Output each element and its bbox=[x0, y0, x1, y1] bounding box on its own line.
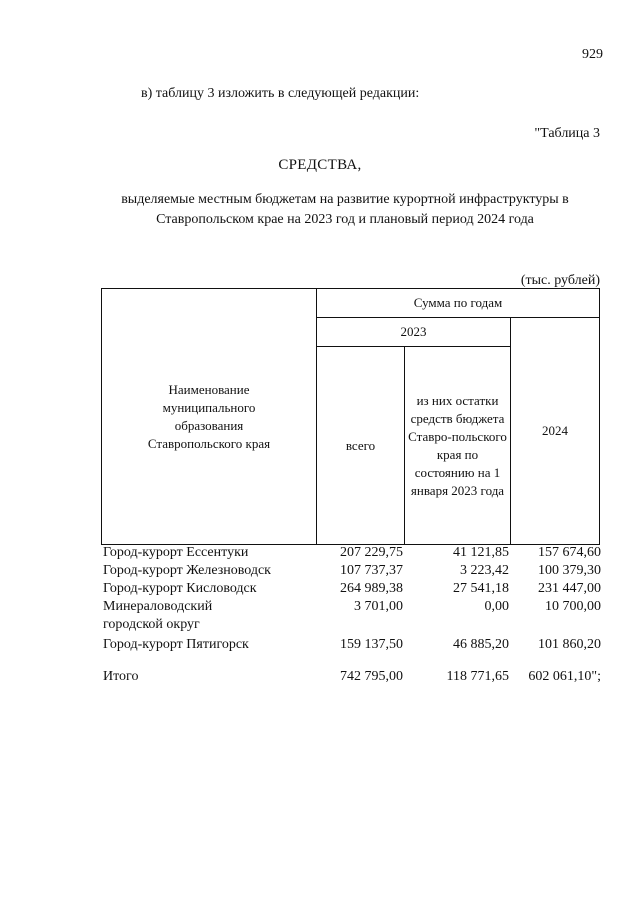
header-sum-by-years: Сумма по годам bbox=[317, 289, 600, 318]
total-2023-value: 3 701,00 bbox=[354, 599, 403, 614]
remainder-2023-value: 0,00 bbox=[484, 599, 509, 614]
subtitle-line-1: выделяемые местным бюджетам на развитие курортной инфраструктуры в bbox=[121, 192, 569, 207]
funds-table-header bbox=[101, 288, 600, 545]
remainder-2023-value: 3 223,42 bbox=[460, 563, 509, 578]
remainder-2023-value: 46 885,20 bbox=[453, 637, 509, 652]
remainder-2023-value: 27 541,18 bbox=[453, 581, 509, 596]
header-total-2023: всего bbox=[317, 347, 405, 545]
total-2023-value: 264 989,38 bbox=[340, 581, 403, 596]
value-2024: 602 061,10"; bbox=[528, 669, 601, 684]
value-2024: 10 700,00 bbox=[545, 599, 601, 614]
intro-text: в) таблицу 3 изложить в следующей редакции: bbox=[141, 86, 420, 101]
subtitle-line-2: Ставропольском крае на 2023 год и плановый период 2024 года bbox=[156, 212, 534, 227]
document-title: СРЕДСТВА, bbox=[278, 157, 362, 173]
value-2024: 101 860,20 bbox=[538, 637, 601, 652]
table-row bbox=[101, 580, 601, 598]
table-label: "Таблица 3 bbox=[534, 126, 600, 141]
municipality-name: Город-курорт Пятигорск bbox=[103, 637, 249, 652]
table-row bbox=[101, 598, 601, 636]
table-row bbox=[101, 544, 601, 562]
document-subtitle bbox=[95, 190, 595, 230]
table-row bbox=[101, 562, 601, 580]
table-row bbox=[101, 636, 601, 654]
page-number: 929 bbox=[582, 47, 603, 62]
municipality-name: Город-курорт Ессентуки bbox=[103, 545, 249, 560]
total-2023-value: 742 795,00 bbox=[340, 669, 403, 684]
municipality-name: Город-курорт Кисловодск bbox=[103, 581, 257, 596]
total-2023-value: 207 229,75 bbox=[340, 545, 403, 560]
header-municipality: Наименование муниципального образования Ставропольского края bbox=[102, 289, 317, 545]
municipality-name: Город-курорт Железноводск bbox=[103, 563, 271, 578]
header-year-2024: 2024 bbox=[511, 318, 600, 545]
value-2024: 231 447,00 bbox=[538, 581, 601, 596]
value-2024: 157 674,60 bbox=[538, 545, 601, 560]
total-2023-value: 159 137,50 bbox=[340, 637, 403, 652]
header-remainder-2023: из них остатки средств бюджета Ставро-польского края по состоянию на 1 января 2023 года bbox=[405, 347, 511, 545]
funds-table-body bbox=[101, 544, 601, 686]
total-2023-value: 107 737,37 bbox=[340, 563, 403, 578]
remainder-2023-value: 118 771,65 bbox=[446, 669, 509, 684]
value-2024: 100 379,30 bbox=[538, 563, 601, 578]
total-row bbox=[101, 668, 601, 686]
units-label: (тыс. рублей) bbox=[520, 273, 600, 288]
municipality-name: Минераловодский городской округ bbox=[103, 599, 213, 632]
remainder-2023-value: 41 121,85 bbox=[453, 545, 509, 560]
header-year-2023: 2023 bbox=[317, 318, 511, 347]
total-label: Итого bbox=[103, 669, 139, 684]
